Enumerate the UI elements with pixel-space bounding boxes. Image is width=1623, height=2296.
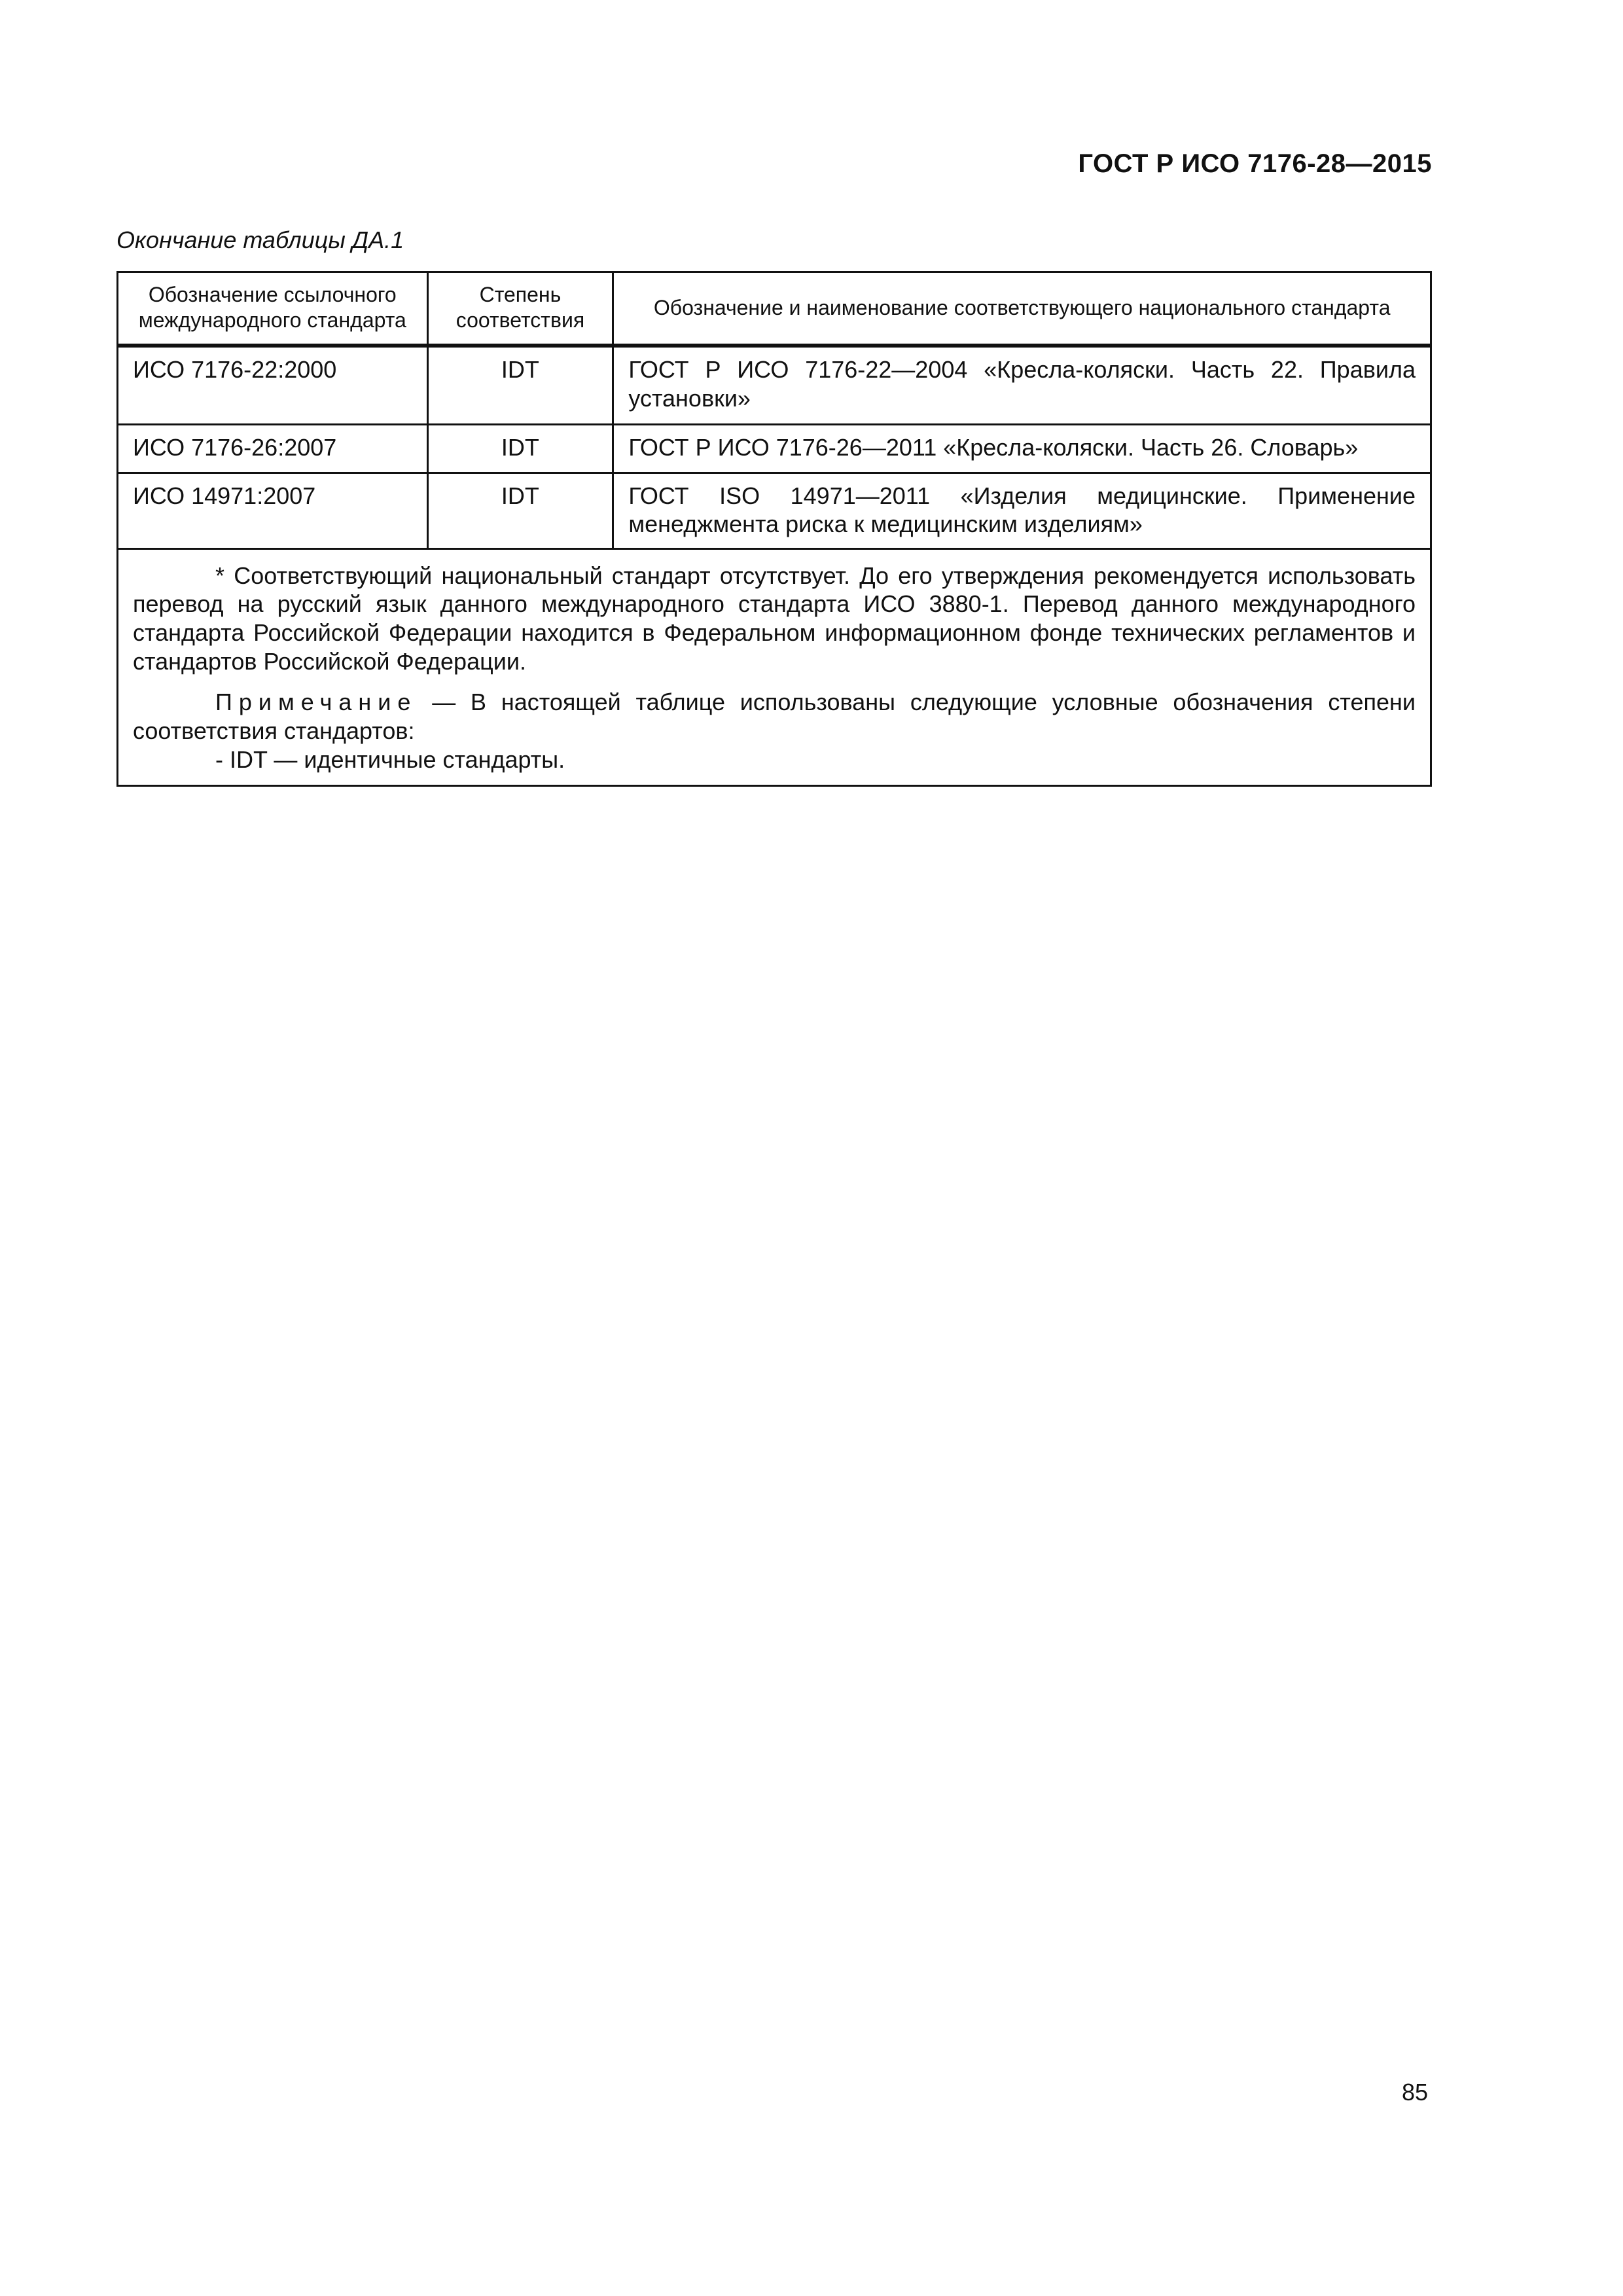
cell-national-standard: ГОСТ ISO 14971—2011 «Изделия медицинские. Применение менеджмента риска к медицинским изделиям»	[613, 473, 1431, 548]
header-degree: Степень соответствия	[427, 272, 613, 346]
cell-degree: IDT	[427, 473, 613, 548]
table-row	[118, 424, 1431, 473]
note-item: - IDT — идентичные стандарты.	[215, 746, 565, 773]
table-header-row	[118, 272, 1431, 346]
table-notes-row	[118, 548, 1431, 785]
header-national-standard: Обозначение и наименование соответствующего национального стандарта	[613, 272, 1431, 346]
standards-table	[116, 271, 1432, 787]
cell-national-standard: ГОСТ Р ИСО 7176-26—2011 «Кресла-коляски. Часть 26. Словарь»	[613, 424, 1431, 473]
cell-degree: IDT	[427, 424, 613, 473]
table-row	[118, 473, 1431, 548]
table-caption: Окончание таблицы ДА.1	[116, 226, 404, 253]
cell-ref-standard: ИСО 14971:2007	[118, 473, 428, 548]
document-header: ГОСТ Р ИСО 7176-28—2015	[1078, 149, 1432, 178]
cell-degree: IDT	[427, 346, 613, 424]
table-notes-cell	[118, 548, 1431, 785]
cell-national-standard: ГОСТ Р ИСО 7176-22—2004 «Кресла-коляски. Часть 22. Правила установки»	[613, 346, 1431, 424]
table-row	[118, 346, 1431, 424]
cell-ref-standard: ИСО 7176-22:2000	[118, 346, 428, 424]
table-note	[133, 688, 1416, 745]
note-label: Примечание	[215, 689, 418, 716]
header-ref-standard: Обозначение ссылочного международного стандарта	[118, 272, 428, 346]
footnote: * Соответствующий национальный стандарт отсутствует. До его утверждения рекомендуется использовать перевод на русский язык данного международного стандарта ИСО 3880-1. Перевод данного международного стандарта Российской Федерации находится в Федеральном информационном фонде технических регламентов и стандартов Российской Федерации.	[133, 562, 1416, 675]
cell-ref-standard: ИСО 7176-26:2007	[118, 424, 428, 473]
page-number: 85	[1401, 2079, 1428, 2106]
note-text: — В настоящей таблице использованы следующие условные обозначения степени соответствия стандартов:	[133, 689, 1416, 745]
